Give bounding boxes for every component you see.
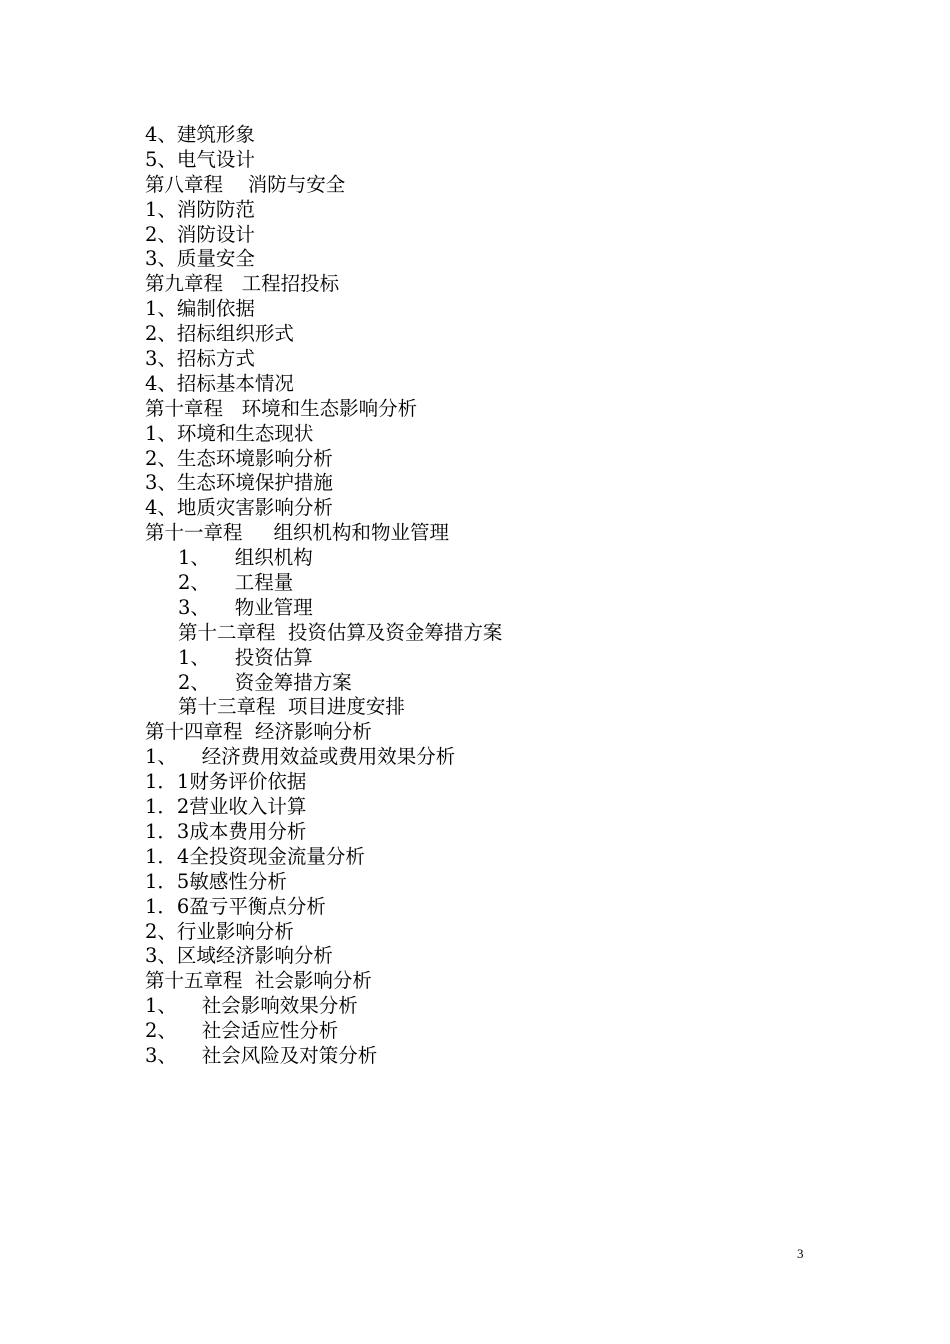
table-of-contents [0, 123, 950, 1069]
toc-line: 1．5敏感性分析 [145, 869, 287, 893]
toc-line: 3、区域经济影响分析 [145, 944, 333, 968]
toc-line: 3、质量安全 [145, 247, 255, 271]
toc-line: 3、生态环境保护措施 [145, 471, 333, 495]
toc-line: 第十五章程 社会影响分析 [145, 969, 372, 993]
toc-line: 第十一章程 组织机构和物业管理 [145, 521, 449, 545]
toc-line: 3、 社会风险及对策分析 [145, 1043, 378, 1067]
toc-line: 2、行业影响分析 [145, 919, 294, 943]
toc-line: 第十四章程 经济影响分析 [145, 720, 372, 744]
toc-line: 3、招标方式 [145, 347, 255, 371]
toc-line: 1．2营业收入计算 [145, 795, 307, 819]
toc-line: 1、 投资估算 [178, 645, 313, 669]
toc-line: 4、建筑形象 [145, 123, 255, 146]
toc-line: 第十二章程 投资估算及资金筹措方案 [178, 620, 503, 644]
toc-line: 2、 社会适应性分析 [145, 1019, 339, 1043]
toc-line: 1．4全投资现金流量分析 [145, 844, 365, 868]
toc-line: 第十三章程 项目进度安排 [178, 695, 405, 719]
toc-line: 2、 资金筹措方案 [178, 670, 352, 694]
toc-line: 4、招标基本情况 [145, 371, 294, 395]
toc-line: 1、 经济费用效益或费用效果分析 [145, 745, 456, 769]
toc-line: 1、 社会影响效果分析 [145, 994, 358, 1018]
toc-line: 1．1财务评价依据 [145, 770, 307, 794]
toc-line: 1、 组织机构 [178, 546, 313, 570]
toc-line: 1、环境和生态现状 [145, 421, 314, 445]
toc-line: 2、招标组织形式 [145, 322, 294, 346]
toc-line: 2、消防设计 [145, 222, 255, 246]
toc-line: 第八章程 消防与安全 [145, 172, 346, 196]
toc-line: 1、编制依据 [145, 297, 255, 321]
toc-line: 3、 物业管理 [178, 595, 313, 619]
page-number: 3 [797, 1246, 804, 1261]
toc-line: 2、生态环境影响分析 [145, 446, 333, 470]
toc-line: 1．3成本费用分析 [145, 819, 307, 843]
toc-line: 1、消防防范 [145, 197, 255, 221]
toc-line: 2、 工程量 [178, 571, 294, 595]
toc-line: 1．6盈亏平衡点分析 [145, 894, 326, 918]
toc-line: 第十章程 环境和生态影响分析 [145, 396, 418, 420]
toc-line: 第九章程 工程招投标 [145, 272, 340, 296]
toc-line: 5、电气设计 [145, 147, 255, 171]
toc-line: 4、地质灾害影响分析 [145, 496, 333, 520]
